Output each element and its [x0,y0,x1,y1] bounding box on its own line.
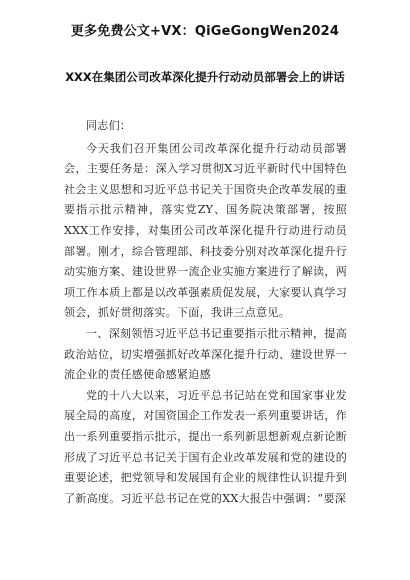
document-body [64,116,347,509]
section-heading-1: 一、深刻领悟习近平总书记重要指示批示精神，提高政治站位，切实增强抓好改革深化提升行动、建设世界一流企业的责任感使命感紧迫感 [64,326,347,382]
salutation: 同志们： [86,119,132,132]
promo-banner: 更多免费公文+VX：QiGeGongWen2024 [70,24,340,39]
document-title: XXX在集团公司改革深化提升行动动员部署会上的讲话 [65,70,345,84]
paragraph-intro: 今天我们召开集团公司改革深化提升行动动员部署会，主要任务是：深入学习贯彻X习近平新时代中国特色社会主义思想和习近平总书记关于国资央企改革发展的重要指示批示精神，落实党ZY、国务院决策部署，按照XXX工作安排，对集团公司改革深化提升行动进行动员部署。刚才，综合管理部、科技委分别对改革深化提升行动实施方案、建设世界一流企业实施方案进行了解读，两项工作本质上都是以改革强素质促发展，大家要认真学习领会，抓好贯彻落实。下面，我讲三点意见。 [64,141,347,320]
paragraph-section-1: 党的十八大以来，习近平总书记站在党和国家事业发展全局的高度，对国资国企工作发表一系列重要讲话，作出一系列重要指示批示，提出一系列新思想新观点新论断形成了习近平总书记关于国有企业改革发展和党的建设的重要论述，把党领导和发展国有企业的规律性认识提升到了新高度。习近平总书记在党的XX大报告中强调：“要深 [64,388,347,505]
